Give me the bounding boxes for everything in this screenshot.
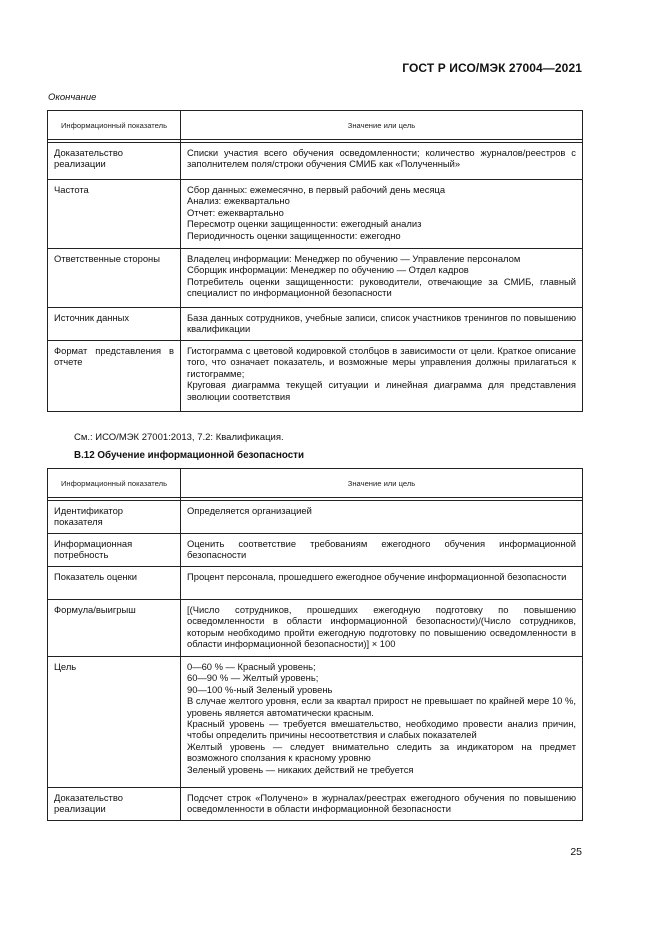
row-value [181,788,583,821]
table-row [48,657,583,788]
column-header-indicator: Информационный показатель [48,469,181,498]
row-label: Формула/выигрыш [48,600,181,657]
table-row [48,788,583,821]
table-row [48,501,583,534]
column-header-value: Значение или цель [181,111,583,140]
row-value [181,600,583,657]
row-value [181,308,583,341]
row-label: Идентификатор показателя [48,501,181,534]
row-value [181,501,583,534]
value-line: Периодичность оценки защищенности: ежегодно [187,229,401,241]
value-line: Гистограмма с цветовой кодировкой столбцов в зависимости от цели. Краткое описание того, что означает показатель, и возможные меры управления должны прилагаться к гистограмме; [187,345,576,379]
row-label: Формат представления в отчете [48,341,181,412]
table-row [48,534,583,567]
value-line: Анализ: ежеквартально [187,195,290,207]
value-line: Владелец информации: Менеджер по обучению — Управление персоналом [187,253,521,264]
row-value [181,567,583,600]
value-line: Красный уровень — требуется вмешательство, необходимо провести анализ причин, чтобы определить причины несоответствия и слабых показателей [187,718,576,741]
table-header-row [48,469,583,498]
value-line: Процент персонала, прошедшего ежегодное обучение информационной безопасности [187,571,567,582]
value-line: Потребитель оценки защищенности: руководители, отвечающие за СМИБ, главный специалист по информационной безопасности [187,275,576,299]
value-line: Сборщик информации: Менеджер по обучению — Отдел кадров [187,264,469,276]
row-label: Источник данных [48,308,181,341]
value-line: Определяется организацией [187,505,312,516]
value-line: Пересмотр оценки защищенности: ежегодный анализ [187,218,422,230]
column-header-indicator: Информационный показатель [48,111,181,140]
standard-header: ГОСТ Р ИСО/МЭК 27004—2021 [402,61,582,75]
table-row [48,600,583,657]
value-line: Оценить соответствие требованиям ежегодного обучения информационной безопасности [187,538,576,561]
column-header-value: Значение или цель [181,469,583,498]
value-line: Круговая диаграмма текущей ситуации и линейная диаграмма для представления эволюции соответствия [187,379,576,402]
row-label: Доказательство реализации [48,143,181,180]
row-label: Информационная потребность [48,534,181,567]
value-line: Желтый уровень — следует внимательно следить за индикатором на предмет возможного сползания к красному уровню [187,740,576,764]
value-line: Сбор данных: ежемесячно, в первый рабочий день месяца [187,184,446,195]
section-title: B.12 Обучение информационной безопасности [74,450,305,461]
row-label: Доказательство реализации [48,788,181,821]
row-label: Цель [48,657,181,788]
row-label: Показатель оценки [48,567,181,600]
continuation-label: Окончание [48,92,97,103]
page-number: 25 [570,846,582,858]
value-line: 0—60 % — Красный уровень; [187,661,316,672]
table-row [48,180,583,249]
table-row [48,341,583,412]
value-line: 90—100 %-ный Зеленый уровень [187,683,333,695]
value-line: [(Число сотрудников, прошедших ежегодную подготовку по повышению осведомленности в области информационной безопасности)/(Число сотрудников, которым необходимо пройти ежегодную подготовку по повышению осведомленности в области информационной безопасности)] × 100 [187,604,576,650]
value-line: Зеленый уровень — никаких действий не требуется [187,763,414,775]
value-line: Отчет: ежеквартально [187,206,284,218]
value-line: Подсчет строк «Получено» в журналах/реестрах ежегодного обучения по повышению осведомленности в области информационной безопасности [187,792,576,815]
row-value [181,249,583,308]
table-row [48,567,583,600]
row-value [181,657,583,788]
row-value [181,180,583,249]
row-value [181,534,583,567]
row-label: Ответственные стороны [48,249,181,308]
row-value [181,341,583,412]
table-row [48,143,583,180]
table-header-row [48,111,583,140]
value-line: База данных сотрудников, учебные записи, список участников тренингов по повышению квалификации [187,312,576,335]
reference-note: См.: ИСО/МЭК 27001:2013, 7.2: Квалификация. [74,432,284,443]
value-line: Списки участия всего обучения осведомленности; количество журналов/реестров с заполнителем поля/строки обучения СМИБ как «Полученный» [187,147,576,170]
indicator-table-2 [47,468,583,821]
value-line: В случае желтого уровня, если за квартал прирост не превышает по крайней мере 10 %, уровень является автоматически красным. [187,695,576,718]
row-label: Частота [48,180,181,249]
row-value [181,143,583,180]
table-row [48,308,583,341]
table-row [48,249,583,308]
indicator-table-1 [47,110,583,412]
value-line: 60—90 % — Желтый уровень; [187,672,319,684]
